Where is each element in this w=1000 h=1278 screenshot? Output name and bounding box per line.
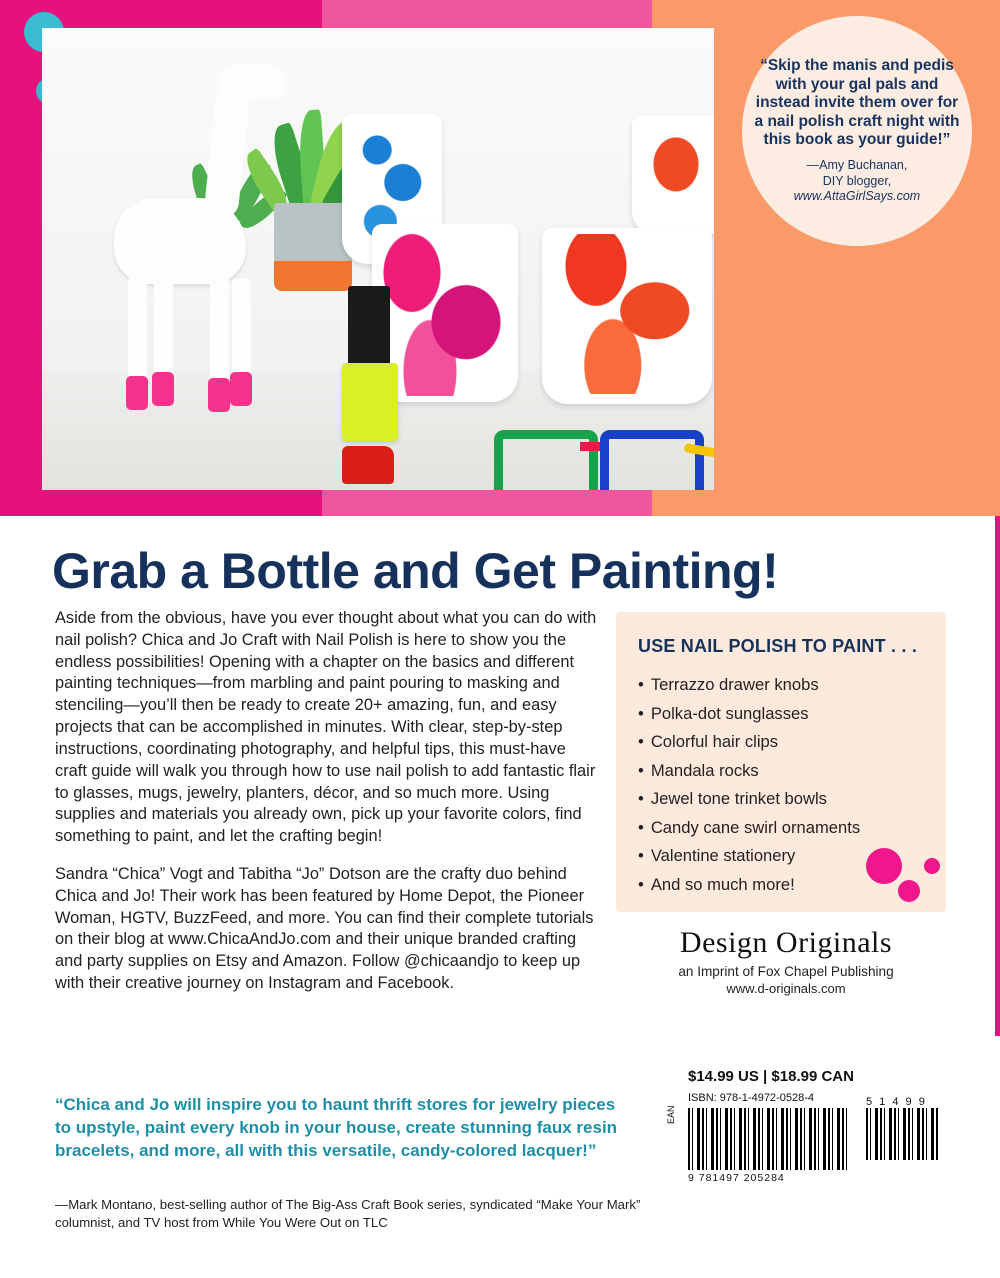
sunglasses-lens xyxy=(494,430,598,490)
giraffe-painted-hoof xyxy=(208,378,230,412)
red-animal-figurine xyxy=(342,446,394,484)
cover-top-band xyxy=(0,0,1000,516)
red-marbled-mug xyxy=(542,228,712,404)
list-item: • Mandala rocks xyxy=(638,757,946,786)
giraffe-painted-hoof xyxy=(152,372,174,406)
sunglasses-bridge xyxy=(580,442,602,451)
cover-edge-strip xyxy=(995,516,1000,1036)
description-paragraph-1: Aside from the obvious, have you ever thought about what you can do with nail polish? Chica and Jo Craft with Nail Polish is here to show you the endless possibilities! Opening with a chapter on the basics and different painting techniques—from marbling and paint pouring to masking and stenciling—you’ll then be ready to create 20+ amazing, fun, and easy projects that can be accomplished in minutes. With clear, step-by-step instructions, coordinating photography, and helpful tips, this must-have craft guide will walk you through how to use nail polish to add fantastic flair to glasses, mugs, jewelry, planters, décor, and so much more. Using supplies and materials you already own, pick up your favorite colors, find something to paint, and let the crafting begin! xyxy=(55,609,597,846)
painted-planter xyxy=(274,203,352,291)
nail-polish-cap xyxy=(348,286,390,366)
panel-title: USE NAIL POLISH TO PAINT . . . xyxy=(638,636,918,656)
list-item: • Valentine stationery xyxy=(638,842,946,871)
barcode-addon-digits: 5 1 4 9 9 xyxy=(866,1096,927,1108)
polish-dot-decor xyxy=(898,880,920,902)
sunglasses-lens xyxy=(600,430,704,490)
giraffe-painted-hoof xyxy=(126,376,148,410)
description-paragraph-2: Sandra “Chica” Vogt and Tabitha “Jo” Dotson are the crafty duo behind Chica and Jo! Their work has been featured by Home Depot, the Pioneer Woman, HGTV, BuzzFeed, and more. You can find their complete tutorials on their blog at www.ChicaAndJo.com and their unique branded crafting and party supplies on Etsy and Amazon. Follow @chicaandjo to keep up with their creative journey on Instagram and Facebook. xyxy=(55,864,594,992)
giraffe-leg xyxy=(232,278,251,378)
cover-bottom-section xyxy=(0,516,1000,1278)
list-item: • Terrazzo drawer knobs xyxy=(638,671,946,700)
isbn-text: ISBN: 978-1-4972-0528-4 xyxy=(688,1092,814,1104)
quote-attr-role: DIY blogger, xyxy=(822,173,892,188)
publisher-line-1: an Imprint of Fox Chapel Publishing xyxy=(678,964,894,979)
giraffe-head xyxy=(220,64,286,98)
polish-dot-decor xyxy=(866,848,902,884)
use-nail-polish-panel xyxy=(616,612,946,912)
quote-attr-name: —Amy Buchanan, xyxy=(806,158,908,173)
giraffe-leg xyxy=(210,274,229,382)
polish-dot-decor xyxy=(924,858,940,874)
list-item: • Colorful hair clips xyxy=(638,728,946,757)
list-item: • Polka-dot sunglasses xyxy=(638,700,946,729)
giraffe-painted-hoof xyxy=(230,372,252,406)
list-item: • And so much more! xyxy=(638,871,946,900)
page-title: Grab a Bottle and Get Painting! xyxy=(52,543,779,599)
neon-green-polish-bottle xyxy=(342,363,398,441)
quote-badge-attribution xyxy=(794,158,920,205)
publisher-website: www.d-originals.com xyxy=(726,981,846,996)
giraffe-leg xyxy=(128,276,147,381)
background-marbled-mug xyxy=(632,116,714,234)
pull-quote-attribution: —Mark Montano, best-selling author of The Big-Ass Craft Book series, syndicated “Make Your Mark” columnist, and TV host from While You Were Out on TLC xyxy=(55,1197,641,1230)
list-item: • Jewel tone trinket bowls xyxy=(638,785,946,814)
barcode-digits: 9 781497 205284 xyxy=(688,1172,785,1184)
publisher-logo: Design Originals xyxy=(679,926,893,959)
barcode-addon xyxy=(866,1108,938,1160)
cover-photograph xyxy=(42,28,714,490)
publisher-imprint xyxy=(616,926,956,996)
list-item: • Candy cane swirl ornaments xyxy=(638,814,946,843)
description-column xyxy=(55,608,600,1011)
pull-quote: “Chica and Jo will inspire you to haunt thrift stores for jewelry pieces to upstyle, paint every knob in your house, create stunning faux resin bracelets, and more, all with this versatile, candy-colored lacquer!” xyxy=(55,1095,618,1160)
painted-sunglasses xyxy=(494,430,714,490)
price-text: $14.99 US | $18.99 CAN xyxy=(688,1068,854,1085)
ean-label: EAN xyxy=(666,1105,676,1124)
quote-attr-site: www.AttaGirlSays.com xyxy=(793,189,921,204)
quote-badge-text: “Skip the manis and pedis with your gal pals and instead invite them over for a nail polish craft night with this book as your guide!” xyxy=(754,57,960,149)
barcode-main xyxy=(688,1108,848,1170)
giraffe-leg xyxy=(154,278,173,378)
cover-quote-badge xyxy=(742,16,972,246)
